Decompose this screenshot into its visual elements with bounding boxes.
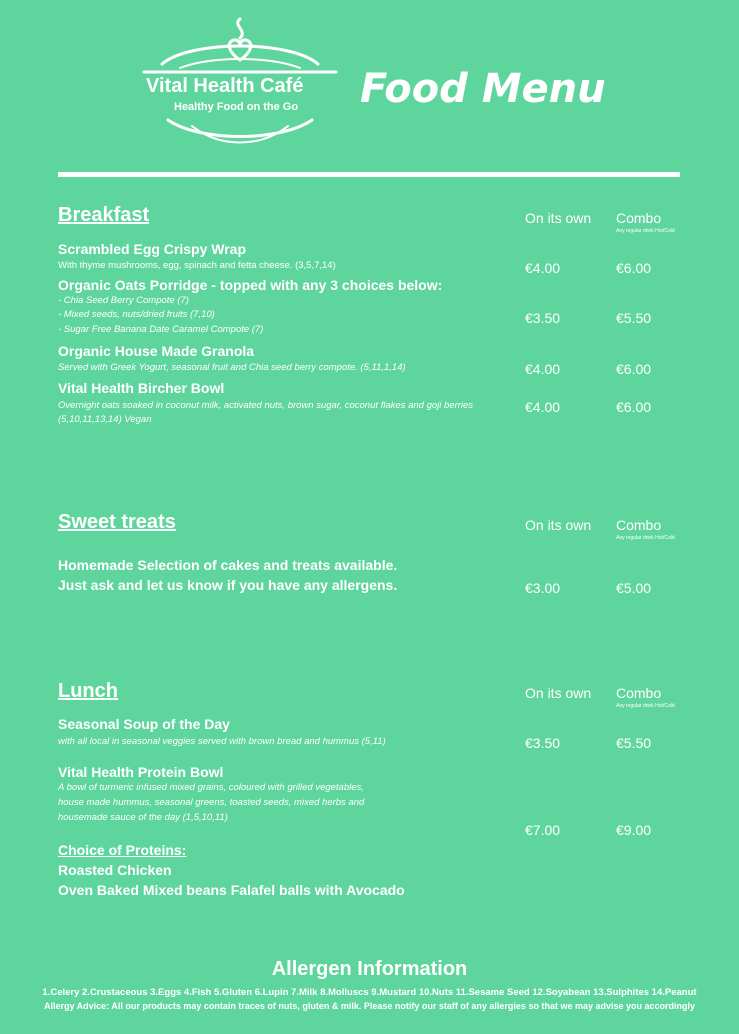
menu-item-option: - Mixed seeds, nuts/dried fruits (7,10) bbox=[58, 309, 215, 320]
price-combo: €6.00 bbox=[616, 399, 652, 415]
combo-note: Any regular drink Hot/Cold bbox=[616, 703, 675, 709]
column-header-own: On its own bbox=[525, 685, 592, 701]
column-header-combo: Combo bbox=[616, 685, 662, 701]
price-own: €3.50 bbox=[525, 735, 561, 751]
section-title-breakfast: Breakfast bbox=[58, 204, 150, 226]
menu-item-description: with all local in seasonal veggies served with brown bread and hummus (5,11) bbox=[58, 736, 386, 747]
price-combo: €5.50 bbox=[616, 735, 652, 751]
sweet-treats-line: Homemade Selection of cakes and treats available. bbox=[58, 557, 398, 573]
page-title: Food Menu bbox=[360, 66, 606, 112]
menu-item-description: housemade sauce of the day (1,5,10,11) bbox=[58, 812, 228, 823]
menu-item-description: Overnight oats soaked in coconut milk, activated nuts, brown sugar, coconut flakes and goji berries (5,10,11,13,14) Vegan bbox=[58, 400, 474, 425]
combo-note: Any regular drink Hot/Cold bbox=[616, 535, 675, 541]
menu-item-name: Scrambled Egg Crispy Wrap bbox=[58, 241, 247, 257]
price-combo: €6.00 bbox=[616, 361, 652, 377]
price-own: €3.00 bbox=[525, 580, 561, 596]
price-own: €4.00 bbox=[525, 399, 561, 415]
menu-item-description: A bowl of turmeric infused mixed grains, coloured with grilled vegetables, bbox=[58, 782, 364, 793]
menu-item-option: - Sugar Free Banana Date Caramel Compote (7) bbox=[58, 324, 264, 335]
price-own: €4.00 bbox=[525, 260, 561, 276]
price-combo: €5.00 bbox=[616, 580, 652, 596]
menu-item-description: house made hummus, seasonal greens, toasted seeds, mixed herbs and bbox=[58, 797, 365, 808]
menu-item-option: - Chia Seed Berry Compote (7) bbox=[58, 295, 189, 306]
column-header-combo: Combo bbox=[616, 210, 662, 226]
menu-item-name: Organic Oats Porridge - topped with any 3 choices below: bbox=[58, 277, 443, 293]
allergen-title: Allergen Information bbox=[271, 958, 468, 980]
column-header-combo: Combo bbox=[616, 517, 662, 533]
sweet-treats-line: Just ask and let us know if you have any allergens. bbox=[58, 577, 398, 593]
column-header-own: On its own bbox=[525, 210, 592, 226]
price-own: €4.00 bbox=[525, 361, 561, 377]
proteins-heading: Choice of Proteins: bbox=[58, 842, 187, 858]
allergen-advice: Allergy Advice: All our products may contain traces of nuts, gluten & milk. Please notify our staff of any allergies so that we may advise you accordingly bbox=[44, 1001, 695, 1011]
brand-tagline: Healthy Food on the Go bbox=[174, 101, 299, 113]
divider bbox=[58, 172, 680, 177]
price-own: €7.00 bbox=[525, 822, 561, 838]
protein-option: Roasted Chicken bbox=[58, 862, 172, 878]
menu-item-description: With thyme mushrooms, egg, spinach and fetta cheese. (3,5,7,14) bbox=[58, 260, 336, 271]
menu-item-name: Vital Health Protein Bowl bbox=[58, 764, 224, 780]
section-title-lunch: Lunch bbox=[58, 680, 118, 702]
allergen-list: 1.Celery 2.Crustaceous 3.Eggs 4.Fish 5.Gluten 6.Lupin 7.Milk 8.Molluscs 9.Mustard 10.Nuts 11.Sesame Seed 12.Soyabean 13.Sulphites 14.Peanut bbox=[42, 987, 697, 998]
price-combo: €6.00 bbox=[616, 260, 652, 276]
price-combo: €9.00 bbox=[616, 822, 652, 838]
brand-name: Vital Health Café bbox=[146, 75, 304, 97]
section-title-sweet-treats: Sweet treats bbox=[58, 511, 176, 533]
menu-item-name: Seasonal Soup of the Day bbox=[58, 716, 230, 732]
combo-note: Any regular drink Hot/Cold bbox=[616, 228, 675, 234]
menu-item-description: Served with Greek Yogurt, seasonal fruit and Chia seed berry compote. (5,11,1,14) bbox=[58, 362, 406, 373]
column-header-own: On its own bbox=[525, 517, 592, 533]
menu-item-name: Organic House Made Granola bbox=[58, 343, 255, 359]
protein-option: Oven Baked Mixed beans Falafel balls with Avocado bbox=[58, 882, 405, 898]
menu-item-name: Vital Health Bircher Bowl bbox=[58, 380, 225, 396]
price-own: €3.50 bbox=[525, 310, 561, 326]
price-combo: €5.50 bbox=[616, 310, 652, 326]
